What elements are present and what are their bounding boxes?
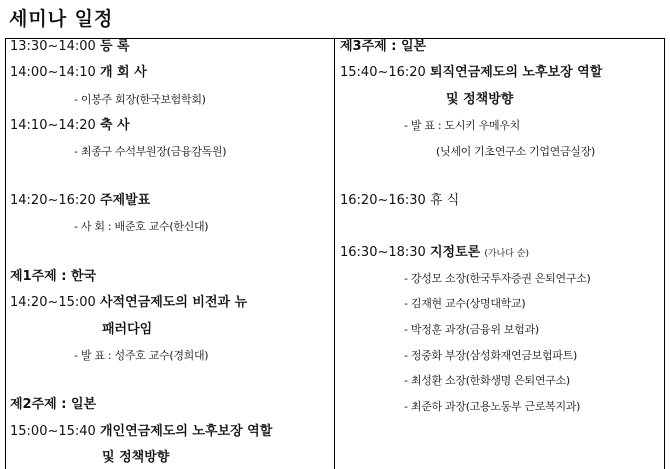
panelist-line: - 김재현 교수(상명대학교)	[404, 297, 526, 310]
schedule-row	[340, 192, 459, 210]
schedule-row	[10, 294, 247, 312]
topic-heading: 제3주제 : 일본	[340, 39, 427, 54]
session-cont: 및 정책방향	[446, 92, 514, 107]
session: 등 록	[99, 39, 130, 54]
session: 사적연금제도의 비전과 뉴	[99, 295, 248, 310]
speaker-line: - 발 표 : 성주호 교수(경희대)	[74, 349, 209, 362]
session: 지정토론	[429, 245, 481, 260]
schedule-row	[10, 423, 272, 441]
schedule-row	[10, 38, 130, 56]
time: 14:10~14:20	[10, 118, 96, 133]
time: 14:20~16:20	[10, 193, 96, 208]
time: 15:00~15:40	[10, 424, 96, 439]
time: 16:30~18:30	[340, 245, 426, 260]
time: 13:30~14:00	[10, 39, 96, 54]
speaker-line: - 이봉주 회장(한국보험학회)	[74, 93, 206, 106]
session: 퇴직연금제도의 노후보장 역할	[429, 65, 603, 80]
speaker-line: - 사 회 : 배준호 교수(한신대)	[74, 220, 209, 233]
session: 주제발표	[99, 193, 151, 208]
topic-heading: 제1주제 : 한국	[10, 269, 97, 284]
panelist-line: - 최성환 소장(한화생명 은퇴연구소)	[404, 374, 570, 387]
session: 개 회 사	[99, 65, 147, 80]
session: 휴 식	[429, 193, 460, 208]
schedule-row	[10, 64, 147, 82]
time: 14:00~14:10	[10, 65, 96, 80]
schedule-row	[10, 192, 150, 210]
panelist-line: - 강성모 소장(한국투자증권 은퇴연구소)	[404, 272, 591, 285]
time: 14:20~15:00	[10, 295, 96, 310]
speaker-line: (닛세이 기초연구소 기업연금실장)	[436, 145, 595, 158]
schedule-row	[340, 64, 602, 82]
order-note: (가나다 순)	[484, 249, 530, 259]
panelist-line: - 최준하 과장(고용노동부 근로복지과)	[404, 400, 581, 413]
time: 16:20~16:30	[340, 193, 426, 208]
speaker-line: - 최종구 수석부원장(금융감독원)	[74, 145, 227, 158]
schedule-row	[10, 117, 130, 135]
time: 15:40~16:20	[340, 65, 426, 80]
panelist-line: - 정중화 부장(삼성화재연금보험파트)	[404, 349, 577, 362]
session-cont: 패러다임	[102, 322, 153, 337]
panelist-line: - 박정훈 과장(금융위 보험과)	[404, 323, 539, 336]
page-title: 세미나 일정	[9, 8, 114, 30]
column-divider	[334, 38, 335, 469]
topic-heading: 제2주제 : 일본	[10, 397, 97, 412]
schedule-row	[340, 244, 529, 263]
session: 개인연금제도의 노후보장 역할	[99, 424, 273, 439]
speaker-line: - 발 표 : 도시키 우메우치	[404, 119, 520, 132]
session-cont: 및 정책방향	[102, 450, 170, 465]
session: 축 사	[99, 118, 130, 133]
